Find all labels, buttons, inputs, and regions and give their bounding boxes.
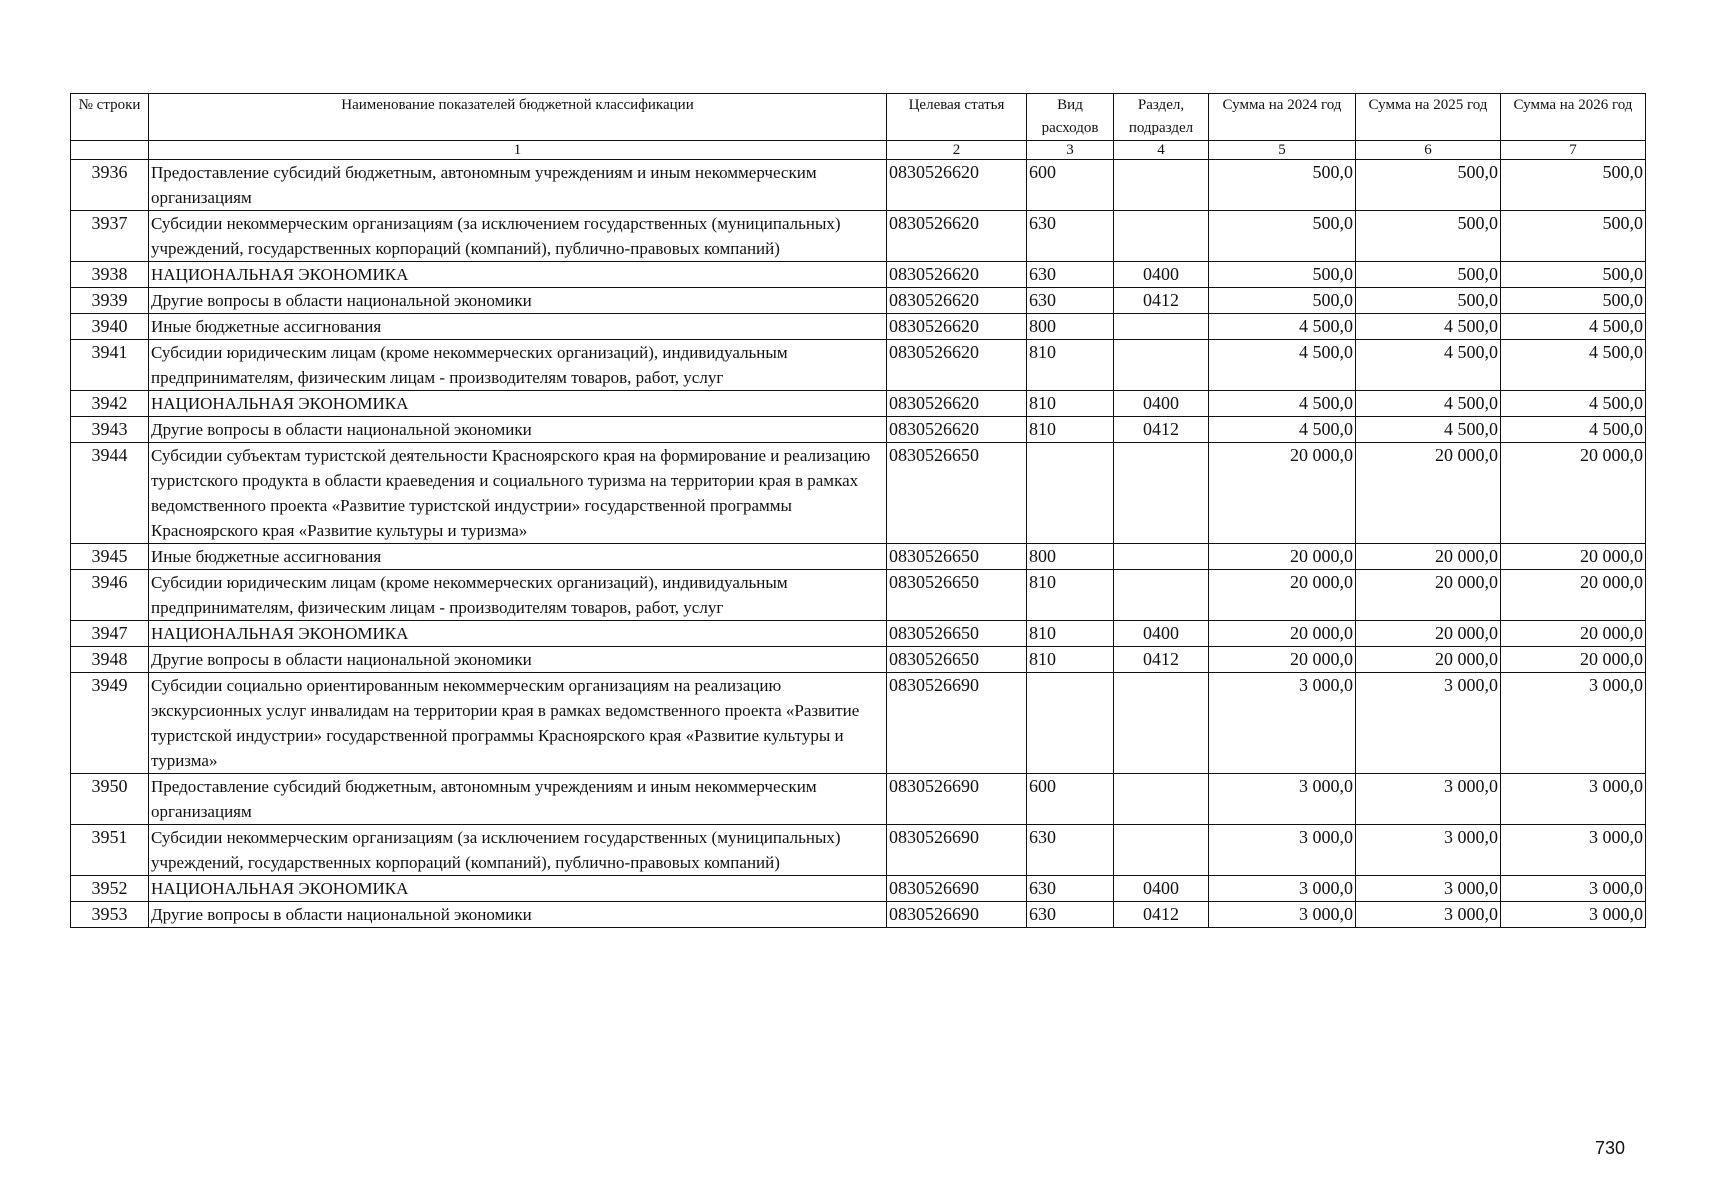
name-cell: Иные бюджетные ассигнования: [149, 314, 887, 340]
sum-2024-cell: 3 000,0: [1209, 902, 1356, 928]
row-number-cell: 3939: [71, 288, 149, 314]
sum-2025-cell: 4 500,0: [1356, 391, 1501, 417]
target-article-cell: 0830526620: [887, 391, 1027, 417]
sum-2026-cell: 20 000,0: [1501, 544, 1646, 570]
row-number-cell: 3949: [71, 673, 149, 774]
sum-2026-cell: 4 500,0: [1501, 391, 1646, 417]
target-article-cell: 0830526620: [887, 211, 1027, 262]
target-article-cell: 0830526690: [887, 876, 1027, 902]
sum-2026-cell: 4 500,0: [1501, 314, 1646, 340]
table-row: [71, 314, 1646, 340]
header-sum-2025: Сумма на 2025 год: [1356, 94, 1501, 141]
target-article-cell: 0830526690: [887, 902, 1027, 928]
table-row: [71, 262, 1646, 288]
sum-2026-cell: 3 000,0: [1501, 825, 1646, 876]
sum-2026-cell: 4 500,0: [1501, 417, 1646, 443]
sum-2024-cell: 4 500,0: [1209, 340, 1356, 391]
section-cell: [1114, 825, 1209, 876]
section-cell: 0400: [1114, 391, 1209, 417]
sum-2024-cell: 3 000,0: [1209, 825, 1356, 876]
column-number: 7: [1501, 141, 1646, 160]
section-cell: 0412: [1114, 417, 1209, 443]
table-row: [71, 211, 1646, 262]
sum-2025-cell: 3 000,0: [1356, 774, 1501, 825]
header-row-number: № строки: [71, 94, 149, 141]
section-cell: [1114, 314, 1209, 340]
column-number: 2: [887, 141, 1027, 160]
target-article-cell: 0830526620: [887, 262, 1027, 288]
row-number-cell: 3947: [71, 621, 149, 647]
sum-2025-cell: 20 000,0: [1356, 621, 1501, 647]
row-number-cell: 3952: [71, 876, 149, 902]
expense-type-cell: 630: [1027, 211, 1114, 262]
sum-2024-cell: 4 500,0: [1209, 417, 1356, 443]
column-number: 6: [1356, 141, 1501, 160]
table-row: [71, 621, 1646, 647]
target-article-cell: 0830526620: [887, 417, 1027, 443]
sum-2024-cell: 3 000,0: [1209, 774, 1356, 825]
sum-2025-cell: 3 000,0: [1356, 825, 1501, 876]
target-article-cell: 0830526620: [887, 288, 1027, 314]
expense-type-cell: 810: [1027, 417, 1114, 443]
header-sum-2026: Сумма на 2026 год: [1501, 94, 1646, 141]
table-row: [71, 391, 1646, 417]
target-article-cell: 0830526620: [887, 340, 1027, 391]
row-number-cell: 3945: [71, 544, 149, 570]
section-cell: [1114, 570, 1209, 621]
target-article-cell: 0830526620: [887, 314, 1027, 340]
target-article-cell: 0830526650: [887, 570, 1027, 621]
expense-type-cell: 600: [1027, 774, 1114, 825]
target-article-cell: 0830526690: [887, 673, 1027, 774]
sum-2025-cell: 20 000,0: [1356, 544, 1501, 570]
name-cell: Другие вопросы в области национальной экономики: [149, 647, 887, 673]
sum-2026-cell: 20 000,0: [1501, 443, 1646, 544]
expense-type-cell: 810: [1027, 340, 1114, 391]
sum-2024-cell: 20 000,0: [1209, 544, 1356, 570]
row-number-cell: 3943: [71, 417, 149, 443]
row-number-cell: 3938: [71, 262, 149, 288]
header-name: Наименование показателей бюджетной классификации: [149, 94, 887, 141]
expense-type-cell: 810: [1027, 391, 1114, 417]
row-number-cell: 3946: [71, 570, 149, 621]
sum-2025-cell: 3 000,0: [1356, 673, 1501, 774]
expense-type-cell: 600: [1027, 160, 1114, 211]
section-cell: 0400: [1114, 262, 1209, 288]
column-number: 5: [1209, 141, 1356, 160]
table-row: [71, 544, 1646, 570]
row-number-cell: 3944: [71, 443, 149, 544]
name-cell: Субсидии некоммерческим организациям (за исключением государственных (муниципальных) учреждений, государственных корпораций (компаний), публично-правовых компаний): [149, 825, 887, 876]
sum-2024-cell: 500,0: [1209, 288, 1356, 314]
section-cell: [1114, 443, 1209, 544]
sum-2026-cell: 4 500,0: [1501, 340, 1646, 391]
expense-type-cell: 630: [1027, 902, 1114, 928]
name-cell: Субсидии социально ориентированным некоммерческим организациям на реализацию экскурсионных услуг инвалидам на территории края в рамках ведомственного проекта «Развитие туристской индустрии» государственной программы Красноярского края «Развитие культуры и туризма»: [149, 673, 887, 774]
expense-type-cell: [1027, 673, 1114, 774]
name-cell: Субсидии юридическим лицам (кроме некоммерческих организаций), индивидуальным предпринимателям, физическим лицам - производителям товаров, работ, услуг: [149, 340, 887, 391]
name-cell: НАЦИОНАЛЬНАЯ ЭКОНОМИКА: [149, 621, 887, 647]
section-cell: 0400: [1114, 876, 1209, 902]
table-row: [71, 570, 1646, 621]
sum-2024-cell: 20 000,0: [1209, 647, 1356, 673]
name-cell: Субсидии некоммерческим организациям (за исключением государственных (муниципальных) учреждений, государственных корпораций (компаний), публично-правовых компаний): [149, 211, 887, 262]
target-article-cell: 0830526620: [887, 160, 1027, 211]
row-number-cell: 3942: [71, 391, 149, 417]
sum-2026-cell: 3 000,0: [1501, 876, 1646, 902]
section-cell: 0412: [1114, 288, 1209, 314]
header-section: Раздел, подраздел: [1114, 94, 1209, 141]
sum-2026-cell: 500,0: [1501, 160, 1646, 211]
name-cell: Другие вопросы в области национальной экономики: [149, 902, 887, 928]
section-cell: [1114, 544, 1209, 570]
header-target-article: Целевая статья: [887, 94, 1027, 141]
section-cell: 0412: [1114, 902, 1209, 928]
row-number-cell: 3951: [71, 825, 149, 876]
sum-2024-cell: 500,0: [1209, 262, 1356, 288]
row-number-cell: 3941: [71, 340, 149, 391]
target-article-cell: 0830526650: [887, 647, 1027, 673]
name-cell: Другие вопросы в области национальной экономики: [149, 417, 887, 443]
sum-2024-cell: 3 000,0: [1209, 673, 1356, 774]
table-row: [71, 340, 1646, 391]
section-cell: [1114, 673, 1209, 774]
expense-type-cell: [1027, 443, 1114, 544]
sum-2025-cell: 500,0: [1356, 288, 1501, 314]
table-header-row: [71, 94, 1646, 141]
table-row: [71, 417, 1646, 443]
target-article-cell: 0830526690: [887, 774, 1027, 825]
expense-type-cell: 630: [1027, 876, 1114, 902]
section-cell: 0400: [1114, 621, 1209, 647]
sum-2026-cell: 3 000,0: [1501, 902, 1646, 928]
sum-2024-cell: 3 000,0: [1209, 876, 1356, 902]
name-cell: НАЦИОНАЛЬНАЯ ЭКОНОМИКА: [149, 876, 887, 902]
table-row: [71, 902, 1646, 928]
header-sum-2024: Сумма на 2024 год: [1209, 94, 1356, 141]
section-cell: [1114, 211, 1209, 262]
sum-2025-cell: 4 500,0: [1356, 340, 1501, 391]
expense-type-cell: 810: [1027, 570, 1114, 621]
sum-2026-cell: 20 000,0: [1501, 570, 1646, 621]
expense-type-cell: 630: [1027, 288, 1114, 314]
sum-2025-cell: 4 500,0: [1356, 417, 1501, 443]
sum-2024-cell: 500,0: [1209, 211, 1356, 262]
name-cell: Иные бюджетные ассигнования: [149, 544, 887, 570]
name-cell: НАЦИОНАЛЬНАЯ ЭКОНОМИКА: [149, 391, 887, 417]
table-row: [71, 443, 1646, 544]
sum-2026-cell: 20 000,0: [1501, 647, 1646, 673]
sum-2024-cell: 4 500,0: [1209, 391, 1356, 417]
sum-2026-cell: 500,0: [1501, 288, 1646, 314]
row-number-cell: 3936: [71, 160, 149, 211]
sum-2026-cell: 3 000,0: [1501, 774, 1646, 825]
table-row: [71, 774, 1646, 825]
sum-2026-cell: 20 000,0: [1501, 621, 1646, 647]
sum-2024-cell: 500,0: [1209, 160, 1356, 211]
sum-2025-cell: 4 500,0: [1356, 314, 1501, 340]
expense-type-cell: 630: [1027, 825, 1114, 876]
page-number: 730: [1595, 1138, 1626, 1158]
table-row: [71, 876, 1646, 902]
sum-2024-cell: 4 500,0: [1209, 314, 1356, 340]
sum-2026-cell: 3 000,0: [1501, 673, 1646, 774]
row-number-cell: 3948: [71, 647, 149, 673]
column-number-row: [71, 141, 1646, 160]
name-cell: НАЦИОНАЛЬНАЯ ЭКОНОМИКА: [149, 262, 887, 288]
section-cell: [1114, 774, 1209, 825]
section-cell: [1114, 160, 1209, 211]
sum-2024-cell: 20 000,0: [1209, 570, 1356, 621]
sum-2025-cell: 500,0: [1356, 211, 1501, 262]
expense-type-cell: 800: [1027, 544, 1114, 570]
column-number: 4: [1114, 141, 1209, 160]
sum-2025-cell: 20 000,0: [1356, 443, 1501, 544]
row-number-cell: 3937: [71, 211, 149, 262]
section-cell: [1114, 340, 1209, 391]
name-cell: Предоставление субсидий бюджетным, автономным учреждениям и иным некоммерческим организациям: [149, 160, 887, 211]
expense-type-cell: 800: [1027, 314, 1114, 340]
table-row: [71, 160, 1646, 211]
table-row: [71, 288, 1646, 314]
row-number-cell: 3940: [71, 314, 149, 340]
expense-type-cell: 810: [1027, 621, 1114, 647]
row-number-cell: 3950: [71, 774, 149, 825]
column-number: 1: [149, 141, 887, 160]
target-article-cell: 0830526690: [887, 825, 1027, 876]
target-article-cell: 0830526650: [887, 443, 1027, 544]
sum-2025-cell: 500,0: [1356, 160, 1501, 211]
column-number: [71, 141, 149, 160]
sum-2024-cell: 20 000,0: [1209, 443, 1356, 544]
name-cell: Другие вопросы в области национальной экономики: [149, 288, 887, 314]
sum-2025-cell: 20 000,0: [1356, 647, 1501, 673]
name-cell: Субсидии субъектам туристской деятельности Красноярского края на формирование и реализацию туристского продукта в области краеведения и социального туризма на территории края в рамках ведомственного проекта «Развитие туристской индустрии» государственной программы Красноярского края «Развитие культуры и туризма»: [149, 443, 887, 544]
sum-2025-cell: 20 000,0: [1356, 570, 1501, 621]
column-number: 3: [1027, 141, 1114, 160]
sum-2025-cell: 500,0: [1356, 262, 1501, 288]
section-cell: 0412: [1114, 647, 1209, 673]
header-expense-type: Вид расходов: [1027, 94, 1114, 141]
target-article-cell: 0830526650: [887, 621, 1027, 647]
name-cell: Предоставление субсидий бюджетным, автономным учреждениям и иным некоммерческим организациям: [149, 774, 887, 825]
sum-2026-cell: 500,0: [1501, 262, 1646, 288]
expense-type-cell: 630: [1027, 262, 1114, 288]
sum-2025-cell: 3 000,0: [1356, 876, 1501, 902]
budget-table: [70, 93, 1646, 928]
row-number-cell: 3953: [71, 902, 149, 928]
sum-2025-cell: 3 000,0: [1356, 902, 1501, 928]
table-row: [71, 825, 1646, 876]
table-body: [71, 160, 1646, 928]
table-row: [71, 673, 1646, 774]
sum-2024-cell: 20 000,0: [1209, 621, 1356, 647]
sum-2026-cell: 500,0: [1501, 211, 1646, 262]
name-cell: Субсидии юридическим лицам (кроме некоммерческих организаций), индивидуальным предпринимателям, физическим лицам - производителям товаров, работ, услуг: [149, 570, 887, 621]
table-row: [71, 647, 1646, 673]
target-article-cell: 0830526650: [887, 544, 1027, 570]
expense-type-cell: 810: [1027, 647, 1114, 673]
